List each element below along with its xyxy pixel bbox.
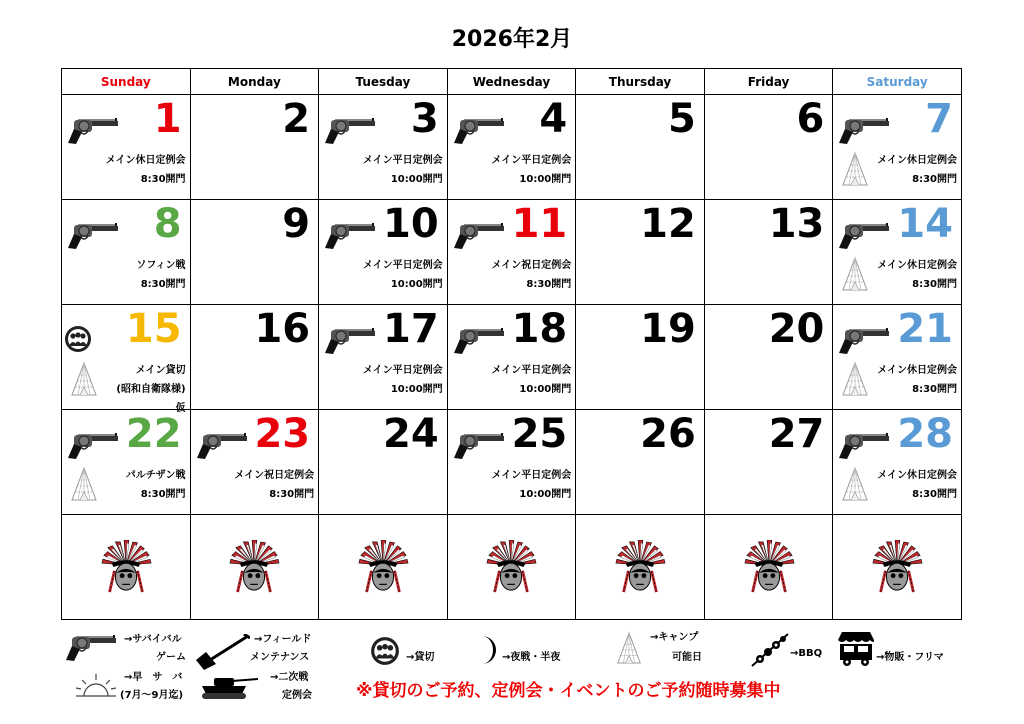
day-number: 23 [254, 411, 311, 457]
food-truck-icon [836, 628, 876, 668]
decoration-row [62, 515, 962, 620]
header-wednesday: Wednesday [447, 69, 576, 95]
revolver-icon [64, 430, 120, 460]
decoration-cell [62, 515, 191, 620]
day-cell [319, 95, 448, 200]
day-number: 28 [897, 411, 953, 457]
event-text: 仮 [175, 403, 186, 414]
event-text: メイン休日定例会 [877, 470, 957, 481]
day-cell [190, 200, 319, 305]
legend-night: →夜戦・半夜 [502, 652, 561, 663]
day-cell [447, 200, 576, 305]
header-sunday: Sunday [62, 69, 191, 95]
day-cell [62, 305, 191, 414]
event-text: メイン祝日定例会 [491, 260, 572, 271]
group-icon [370, 636, 400, 666]
decoration-cell [833, 515, 962, 620]
day-number: 2 [282, 96, 311, 142]
day-cell [447, 305, 576, 410]
event-text: 10:00開門 [519, 384, 572, 395]
event-text: メイン休日定例会 [877, 155, 957, 166]
day-number: 12 [640, 201, 696, 247]
event-text: メイン貸切 [135, 365, 186, 376]
tipi-icon [68, 466, 100, 502]
day-number: 7 [925, 96, 953, 142]
legend-field-2: メンテナンス [250, 652, 310, 663]
week-row [62, 305, 962, 410]
day-cell [319, 305, 448, 410]
chief-skull-icon [611, 540, 669, 594]
day-cell [190, 410, 319, 515]
header-thursday: Thursday [576, 69, 705, 95]
chief-skull-icon [482, 540, 540, 594]
event-text: メイン平日定例会 [491, 365, 572, 376]
tipi-icon [839, 361, 871, 397]
day-number: 10 [383, 201, 439, 247]
day-number: 16 [254, 306, 311, 352]
day-number: 24 [383, 411, 439, 457]
tipi-icon [839, 151, 871, 187]
revolver-icon [321, 325, 377, 355]
shovel-icon [192, 634, 250, 670]
reservation-notice: ※貸切のご予約、定例会・イベントのご予約随時募集中 [356, 681, 781, 701]
event-text: メイン平日定例会 [362, 365, 443, 376]
day-cell [62, 410, 191, 515]
revolver-icon [64, 115, 120, 145]
event-text: 10:00開門 [519, 489, 572, 500]
day-number: 9 [282, 201, 311, 247]
tank-icon [196, 674, 258, 700]
event-text: (昭和自衛隊様) [116, 384, 186, 395]
decoration-cell [576, 515, 705, 620]
day-number: 26 [640, 411, 696, 457]
day-cell [833, 200, 962, 305]
revolver-icon [193, 430, 249, 460]
event-text: 8:30開門 [140, 174, 186, 185]
event-text: 8:30開門 [912, 384, 957, 395]
tipi-icon [614, 630, 644, 666]
day-number: 15 [125, 306, 182, 352]
event-text: 10:00開門 [390, 279, 443, 290]
event-text: 8:30開門 [526, 279, 572, 290]
chief-skull-icon [740, 540, 798, 594]
legend-survival-1: →サバイバル [124, 634, 182, 645]
day-number: 8 [153, 201, 182, 247]
day-number: 6 [796, 96, 825, 142]
event-text: 8:30開門 [912, 489, 957, 500]
day-number: 3 [410, 96, 439, 142]
event-text: メイン休日定例会 [877, 365, 957, 376]
day-number: 21 [897, 306, 953, 352]
day-number: 25 [511, 411, 568, 457]
revolver-icon [450, 430, 506, 460]
tipi-icon [839, 256, 871, 292]
calendar-grid [61, 68, 962, 620]
revolver-icon [450, 220, 506, 250]
event-text: 8:30開門 [912, 174, 957, 185]
weekday-header-row [62, 69, 962, 95]
event-text: 10:00開門 [390, 174, 443, 185]
day-cell [704, 305, 833, 410]
event-text: 8:30開門 [140, 489, 186, 500]
event-text: メイン平日定例会 [491, 470, 572, 481]
header-monday: Monday [190, 69, 319, 95]
day-number: 14 [897, 201, 953, 247]
day-number: 5 [667, 96, 696, 142]
day-number: 18 [511, 306, 568, 352]
decoration-cell [190, 515, 319, 620]
event-text: 8:30開門 [912, 279, 957, 290]
legend-survival-2: ゲーム [156, 652, 186, 663]
event-text: 8:30開門 [269, 489, 315, 500]
event-text: 10:00開門 [519, 174, 572, 185]
day-cell [833, 305, 962, 410]
day-cell [62, 95, 191, 200]
revolver-icon [835, 115, 891, 145]
legend-bbq: →BBQ [790, 648, 823, 659]
event-text: メイン休日定例会 [105, 155, 186, 166]
revolver-icon [64, 220, 120, 250]
legend-area [0, 622, 1024, 724]
legend-second-2: 定例会 [282, 690, 312, 701]
chief-skull-icon [97, 540, 155, 594]
day-cell [190, 95, 319, 200]
day-cell [62, 200, 191, 305]
day-cell [447, 95, 576, 200]
group-icon [64, 325, 92, 353]
day-number: 17 [383, 306, 439, 352]
revolver-icon [321, 115, 377, 145]
day-cell [704, 95, 833, 200]
revolver-icon [450, 115, 506, 145]
sunrise-icon [74, 672, 118, 698]
chief-skull-icon [868, 540, 926, 594]
day-number: 1 [153, 96, 182, 142]
day-cell [576, 305, 705, 410]
legend-camp-1: →キャンプ [650, 632, 699, 643]
legend-field-1: →フィールド [254, 634, 312, 645]
crescent-moon-icon [470, 634, 500, 666]
day-number: 11 [511, 201, 568, 247]
revolver-icon [321, 220, 377, 250]
day-cell [704, 200, 833, 305]
day-number: 13 [768, 201, 825, 247]
header-saturday: Saturday [833, 69, 962, 95]
event-text: メイン平日定例会 [362, 260, 443, 271]
tipi-icon [839, 466, 871, 502]
day-cell [190, 305, 319, 410]
calendar-title: 2026年2月 [451, 27, 573, 52]
legend-shop: →物販・フリマ [876, 652, 944, 663]
decoration-cell [319, 515, 448, 620]
day-cell [833, 95, 962, 200]
header-tuesday: Tuesday [319, 69, 448, 95]
week-row [62, 95, 962, 200]
legend-kashikiri: →貸切 [406, 652, 435, 663]
revolver-icon [62, 632, 118, 664]
day-cell [319, 410, 448, 515]
day-cell [576, 200, 705, 305]
day-cell [833, 410, 962, 515]
day-number: 19 [640, 306, 696, 352]
day-cell [576, 410, 705, 515]
day-cell [576, 95, 705, 200]
chief-skull-icon [354, 540, 412, 594]
event-text: パルチザン戦 [125, 470, 186, 481]
legend-camp-2: 可能日 [672, 652, 702, 663]
legend-second-1: →二次戦 [270, 672, 309, 683]
event-text: メイン休日定例会 [877, 260, 957, 271]
revolver-icon [835, 430, 891, 460]
event-text: ソフィン戦 [136, 260, 186, 271]
decoration-cell [447, 515, 576, 620]
week-row [62, 410, 962, 515]
revolver-icon [835, 220, 891, 250]
legend-early-1: →早 サ バ [124, 672, 183, 683]
event-text: メイン祝日定例会 [234, 470, 315, 481]
day-cell [319, 200, 448, 305]
revolver-icon [835, 325, 891, 355]
chief-skull-icon [225, 540, 283, 594]
decoration-cell [704, 515, 833, 620]
header-friday: Friday [704, 69, 833, 95]
event-text: メイン平日定例会 [491, 155, 572, 166]
event-text: 10:00開門 [390, 384, 443, 395]
day-number: 27 [768, 411, 825, 457]
tipi-icon [68, 361, 100, 397]
day-number: 22 [125, 411, 182, 457]
legend-early-2: (7月〜9月迄) [120, 690, 184, 701]
week-row [62, 200, 962, 305]
revolver-icon [450, 325, 506, 355]
day-number: 20 [768, 306, 825, 352]
day-cell [447, 410, 576, 515]
day-number: 4 [539, 96, 568, 142]
event-text: 8:30開門 [140, 279, 186, 290]
event-text: メイン平日定例会 [362, 155, 443, 166]
day-cell [704, 410, 833, 515]
bbq-skewer-icon [750, 632, 790, 668]
